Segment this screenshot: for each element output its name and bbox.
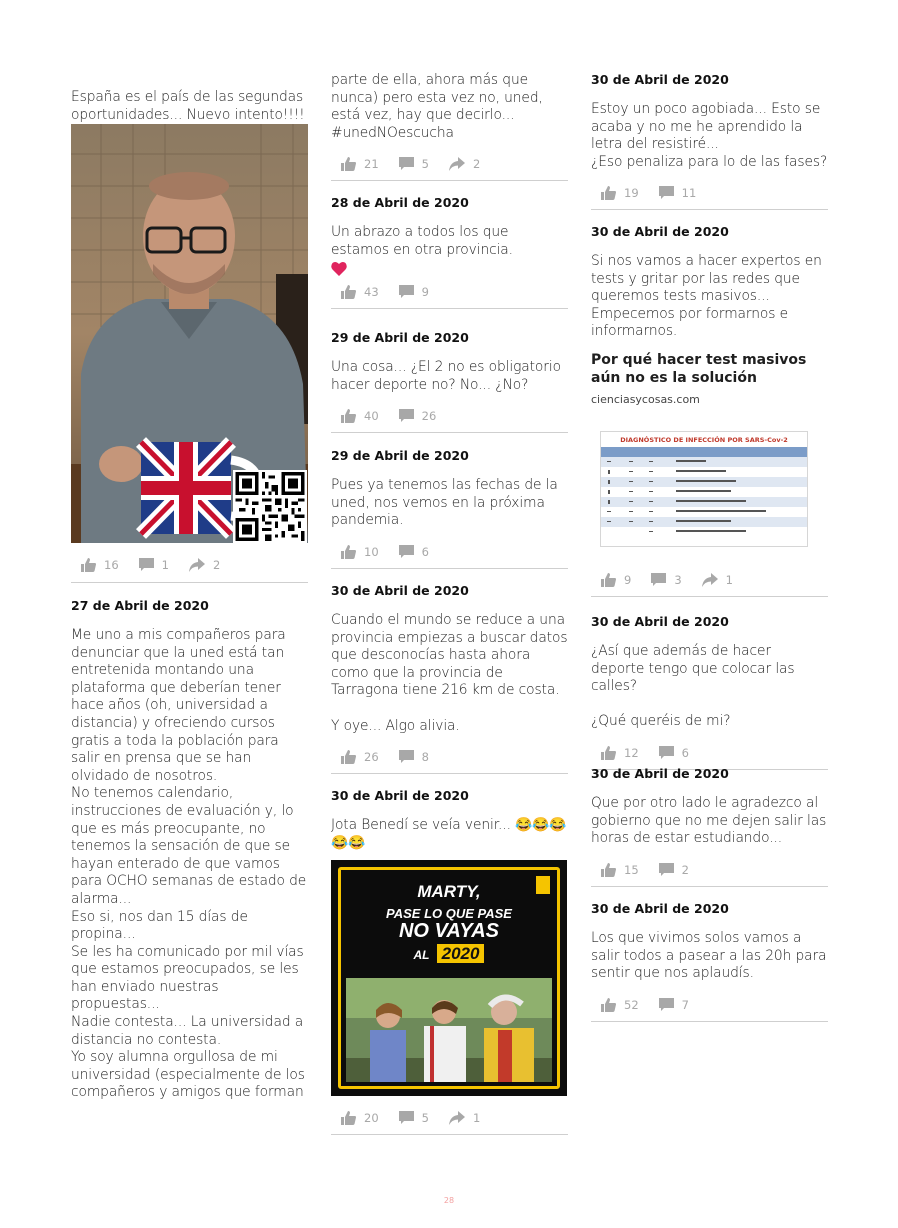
post-date: 30 de Abril de 2020 — [591, 72, 729, 87]
post-27-abril — [71, 598, 308, 1102]
heart-emoji-icon — [331, 261, 347, 276]
divider — [591, 209, 828, 210]
post-tests-reactions — [591, 570, 828, 597]
comment-count: 1 — [161, 558, 169, 572]
like-count: 9 — [624, 573, 632, 587]
comment-icon — [399, 409, 414, 423]
comment-button[interactable] — [399, 285, 429, 299]
reaction-bar — [331, 406, 568, 426]
link-title[interactable]: Por qué hacer test masivos aún no es la solución — [591, 351, 807, 386]
like-button[interactable] — [341, 1111, 379, 1125]
comment-icon — [659, 746, 674, 760]
comment-icon — [399, 1111, 414, 1125]
post-text: Si nos vamos a hacer expertos en tests y gritar por las redes que queremos tests masivos... Empecemos por formarnos e informarnos. — [591, 253, 822, 340]
share-icon — [189, 558, 205, 572]
divider — [591, 596, 828, 597]
thumbs-up-icon — [341, 157, 356, 171]
like-button[interactable] — [601, 186, 639, 200]
comment-button[interactable] — [399, 1111, 429, 1125]
thumbs-up-icon — [81, 558, 96, 572]
share-count: 2 — [472, 157, 481, 172]
post-intro-reactions — [71, 555, 308, 583]
like-button[interactable] — [601, 863, 639, 877]
like-button[interactable] — [601, 573, 631, 587]
post-text: ¿Así que además de hacer deporte tengo que colocar las calles? ¿Qué queréis de mi? — [591, 643, 795, 730]
post-continuation — [331, 72, 568, 181]
like-button[interactable] — [601, 998, 639, 1012]
like-count: 10 — [364, 544, 379, 559]
comment-icon — [659, 998, 674, 1012]
poster-line3: NO VAYAS — [398, 920, 499, 942]
like-button[interactable] — [341, 545, 379, 559]
share-button[interactable] — [189, 558, 220, 572]
like-count: 16 — [104, 558, 119, 572]
poster-line4 — [331, 944, 567, 964]
comment-button[interactable] — [399, 157, 429, 171]
share-button[interactable] — [449, 1111, 480, 1125]
like-button[interactable] — [341, 409, 379, 423]
like-button[interactable] — [341, 157, 379, 171]
movie-still-image — [346, 978, 552, 1082]
qr-code[interactable] — [233, 470, 307, 543]
post-text: Cuando el mundo se reduce a una provincia empiezas a buscar datos que desconocías hasta ahora como que la provincia de Tarragona tiene 216 km de costa. Y oye... Algo alivia. — [331, 612, 568, 734]
comment-count: 6 — [421, 544, 429, 559]
post-date: 29 de Abril de 2020 — [331, 330, 469, 345]
share-icon — [449, 1111, 465, 1125]
share-count: 2 — [212, 558, 221, 572]
thumbs-up-icon — [341, 750, 356, 764]
like-count: 20 — [364, 1111, 379, 1125]
like-count: 43 — [364, 285, 379, 300]
divider — [591, 1021, 828, 1022]
comment-icon — [399, 750, 414, 764]
like-count: 52 — [624, 997, 639, 1012]
post-photo[interactable] — [71, 124, 308, 543]
comment-count: 5 — [421, 157, 429, 172]
post-29-abril-a — [331, 330, 568, 433]
thumbs-up-icon — [601, 573, 616, 587]
reaction-bar — [331, 282, 568, 302]
comment-count: 7 — [681, 997, 689, 1012]
comment-count: 3 — [674, 573, 682, 587]
reaction-bar — [591, 570, 828, 590]
comment-button[interactable] — [659, 186, 697, 200]
post-text: Me uno a mis compañeros para denunciar que la uned está tan entretenida montando una plataforma que deberían tener hace años (oh, universidad a distancia) y ofreciendo cursos gratis a toda la población para salir en prensa que se han olvidado de nosotros. No tenemos calendario, instrucciones de evaluación y, lo que es más preocupante, no tenemos la sensación de que se hayan enterado de que vamos para OCHO semanas de estado de alarma... Eso si, nos dan 15 días de propina... Se les ha comunicado por mil vías que estamos preocupados, se les han enviado nuestras propuestas... Nadie contesta... La universidad a distancia no contesta. Yo soy alumna orgullosa de mi universidad (especialmente de los compañeros y amigos que forman — [71, 627, 307, 1101]
divider — [331, 1134, 568, 1135]
post-30-abril-gobierno — [591, 766, 828, 887]
divider — [331, 568, 568, 569]
post-30-abril-tarragona — [331, 583, 568, 774]
table-title: DIAGNÓSTICO DE INFECCIÓN POR SARS-Cov-2 — [620, 436, 788, 444]
divider — [331, 308, 568, 309]
page-number: 28 — [443, 1196, 455, 1205]
like-button[interactable] — [341, 750, 379, 764]
thumbs-up-icon — [601, 863, 616, 877]
comment-icon — [659, 863, 674, 877]
share-count: 1 — [725, 573, 733, 587]
like-count: 12 — [624, 745, 639, 760]
post-28-abril — [331, 195, 568, 309]
link-url[interactable]: cienciasycosas.com — [591, 392, 700, 406]
link-preview-image[interactable] — [600, 431, 808, 547]
thumbs-up-icon — [601, 186, 616, 200]
post-30-abril-solos — [591, 901, 828, 1022]
post-date: 27 de Abril de 2020 — [71, 598, 209, 613]
post-30-abril-meme — [331, 788, 568, 852]
post-30-abril-calles — [591, 614, 828, 770]
thumbs-up-icon — [341, 1111, 356, 1125]
post-text: parte de ella, ahora más que nunca) pero esta vez no, uned, está vez, hay que decirlo... #unedNOescucha — [331, 72, 543, 141]
comment-icon — [651, 573, 666, 587]
comment-button[interactable] — [139, 558, 169, 572]
thumbs-up-icon — [341, 409, 356, 423]
reaction-bar — [331, 1108, 568, 1128]
post-date: 30 de Abril de 2020 — [591, 614, 729, 629]
post-30-abril-tests — [591, 224, 828, 406]
post-text: Una cosa... ¿El 2 no es obligatorio hacer deporte no? No... ¿No? — [331, 359, 561, 393]
post-date: 30 de Abril de 2020 — [331, 788, 469, 803]
comment-button[interactable] — [659, 998, 689, 1012]
comment-count: 8 — [421, 750, 429, 765]
divider — [71, 582, 308, 583]
post-text: Jota Benedí se veía venir... 😂😂😂 😂😂 — [331, 817, 567, 851]
share-icon — [702, 573, 718, 587]
comment-icon — [659, 186, 674, 200]
comment-count: 26 — [421, 409, 437, 424]
comment-icon — [399, 545, 414, 559]
like-button[interactable] — [81, 558, 119, 572]
like-count: 21 — [364, 157, 379, 172]
post-date: 28 de Abril de 2020 — [331, 195, 469, 210]
reaction-bar — [331, 747, 568, 767]
comment-button[interactable] — [659, 863, 689, 877]
thumbs-up-icon — [601, 998, 616, 1012]
reaction-bar — [331, 154, 568, 174]
qr-code-icon — [235, 472, 305, 541]
post-meme-reactions — [331, 1108, 568, 1135]
post-text: Estoy un poco agobiada... Esto se acaba y no me he aprendido la letra del resistiré... ¿Eso penaliza para lo de las fases? — [591, 101, 828, 170]
comment-icon — [399, 157, 414, 171]
divider — [331, 773, 568, 774]
share-button[interactable] — [702, 573, 733, 587]
share-button[interactable] — [449, 157, 480, 171]
reaction-bar — [591, 995, 828, 1015]
like-count: 26 — [364, 750, 379, 765]
like-button[interactable] — [601, 746, 639, 760]
poster-line4-prefix: AL — [413, 948, 430, 962]
reaction-bar — [591, 743, 828, 763]
comment-count: 6 — [681, 745, 689, 760]
post-text: Pues ya tenemos las fechas de la uned, nos vemos en la próxima pandemia. — [331, 477, 558, 529]
comment-count: 9 — [421, 285, 429, 300]
post-29-abril-b — [331, 448, 568, 569]
diagnosis-table-image — [601, 447, 807, 543]
reaction-bar — [591, 183, 828, 203]
meme-poster-image[interactable] — [331, 860, 567, 1096]
post-date: 30 de Abril de 2020 — [591, 224, 729, 239]
post-intro — [71, 89, 308, 124]
comment-count: 2 — [681, 862, 689, 877]
post-date: 30 de Abril de 2020 — [331, 583, 469, 598]
divider — [591, 886, 828, 887]
reaction-bar — [331, 542, 568, 562]
reaction-bar — [71, 555, 308, 575]
reaction-bar — [591, 860, 828, 880]
comment-button[interactable] — [659, 746, 689, 760]
post-date: 30 de Abril de 2020 — [591, 766, 729, 781]
like-count: 19 — [624, 186, 639, 201]
thumbs-up-icon — [341, 545, 356, 559]
thumbs-up-icon — [341, 285, 356, 299]
comment-button[interactable] — [399, 545, 429, 559]
post-30-abril-agobiada — [591, 72, 828, 210]
post-text: Que por otro lado le agradezco al gobierno que no me dejen salir las horas de estar estudiando... — [591, 795, 827, 847]
like-button[interactable] — [341, 285, 379, 299]
divider — [331, 432, 568, 433]
divider — [331, 180, 568, 181]
comment-button[interactable] — [399, 750, 429, 764]
like-count: 15 — [624, 862, 639, 877]
poster-line1: MARTY, — [417, 882, 481, 901]
comment-icon — [139, 558, 154, 572]
comment-button[interactable] — [651, 573, 681, 587]
thumbs-up-icon — [601, 746, 616, 760]
poster-year: 2020 — [437, 944, 485, 963]
share-count: 1 — [472, 1111, 481, 1125]
post-date: 30 de Abril de 2020 — [591, 901, 729, 916]
like-count: 40 — [364, 409, 379, 424]
poster-line2: PASE LO QUE PASE — [386, 906, 512, 921]
comment-count: 5 — [421, 1111, 429, 1125]
post-text: Un abrazo a todos los que estamos en otra provincia. — [331, 224, 513, 258]
comment-count: 11 — [681, 186, 697, 201]
post-text: Los que vivimos solos vamos a salir todos a pasear a las 20h para sentir que nos aplaudís. — [591, 930, 827, 982]
comment-icon — [399, 285, 414, 299]
share-icon — [449, 157, 465, 171]
post-text: España es el país de las segundas oportunidades... Nuevo intento!!!! — [71, 89, 305, 123]
comment-button[interactable] — [399, 409, 437, 423]
post-date: 29 de Abril de 2020 — [331, 448, 469, 463]
